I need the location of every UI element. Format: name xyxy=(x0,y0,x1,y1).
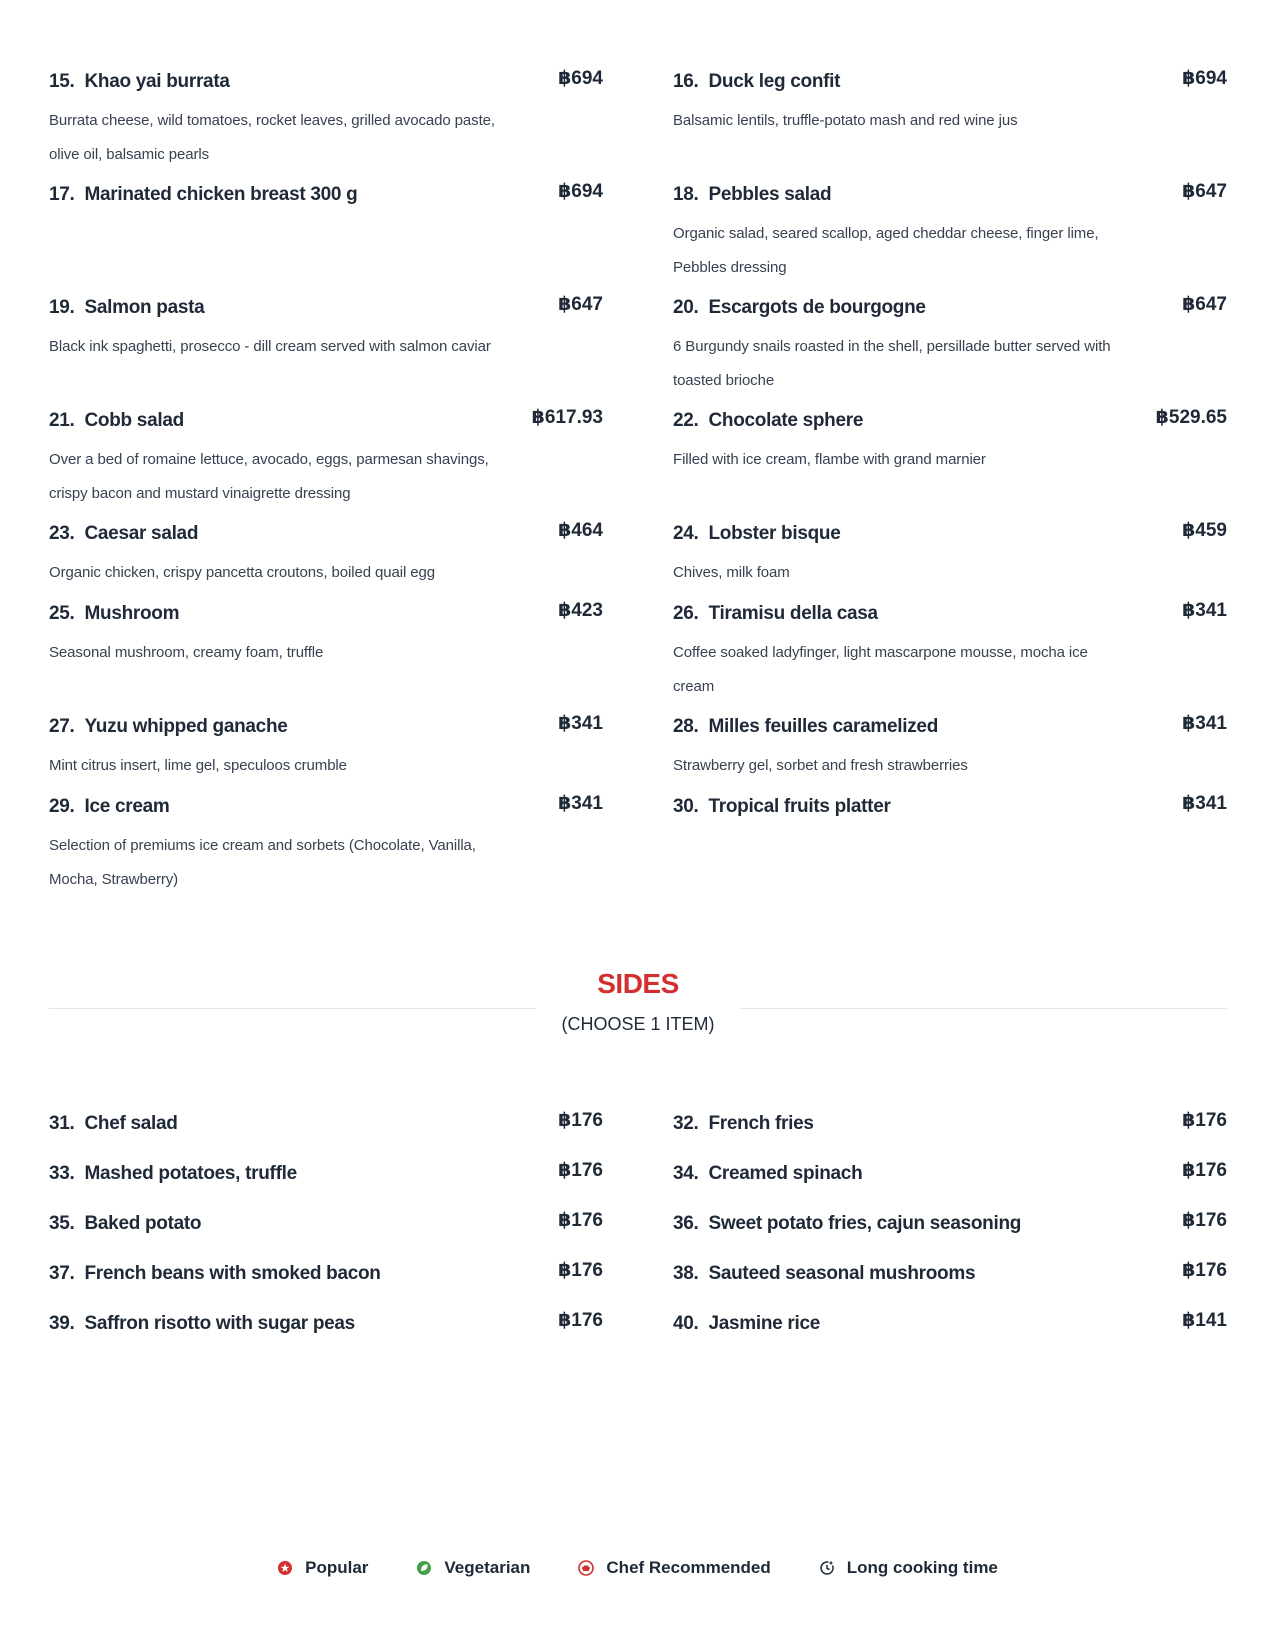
legend-item xyxy=(819,1558,998,1578)
side-item-number: 34. xyxy=(673,1163,699,1184)
side-item-price: ฿176 xyxy=(558,1110,603,1131)
menu-item-header xyxy=(49,288,603,320)
side-item-title: Chef salad xyxy=(84,1113,178,1134)
side-item-title: Saffron risotto with sugar peas xyxy=(84,1313,355,1334)
divider-left xyxy=(49,1008,536,1009)
menu-item-description: Chives, milk foam xyxy=(673,564,790,581)
menu-item-number: 27. xyxy=(49,716,75,737)
menu-item xyxy=(49,594,603,707)
menu-item-header xyxy=(49,62,603,94)
side-item-price: ฿176 xyxy=(1182,1160,1227,1181)
menu-item-name xyxy=(673,183,831,207)
menu-item-header xyxy=(673,514,1227,546)
menu-item-description: Filled with ice cream, flambe with grand marnier xyxy=(673,451,986,468)
menu-item-header xyxy=(49,707,603,739)
side-item-number: 33. xyxy=(49,1163,75,1184)
sides-title: SIDES xyxy=(597,968,679,999)
menu-item-name xyxy=(49,522,198,546)
side-item xyxy=(49,1262,603,1294)
menu-item xyxy=(673,514,1227,594)
menu-item-number: 25. xyxy=(49,603,75,624)
side-item-name xyxy=(673,1112,814,1136)
menu-item-name xyxy=(49,70,230,94)
menu-item-title: Tiramisu della casa xyxy=(708,603,878,624)
legend-item xyxy=(416,1558,530,1578)
menu-item-number: 30. xyxy=(673,796,699,817)
side-item-title: Sauteed seasonal mushrooms xyxy=(708,1263,976,1284)
legend-item xyxy=(277,1558,368,1578)
chef-hat-icon xyxy=(578,1560,594,1576)
side-item xyxy=(673,1112,1227,1144)
menu-item-price: ฿647 xyxy=(1182,294,1227,315)
menu-item-price: ฿647 xyxy=(1182,181,1227,202)
menu-item-name xyxy=(673,602,878,626)
side-item-price: ฿176 xyxy=(558,1260,603,1281)
side-item-price: ฿176 xyxy=(1182,1210,1227,1231)
side-item-name xyxy=(673,1212,1021,1236)
menu-item-title: Chocolate sphere xyxy=(708,410,864,431)
side-item xyxy=(673,1262,1227,1294)
menu-item-name xyxy=(673,715,938,739)
menu-item-number: 15. xyxy=(49,71,75,92)
side-item-number: 39. xyxy=(49,1313,75,1334)
side-item-title: Mashed potatoes, truffle xyxy=(84,1163,297,1184)
menu-item-number: 21. xyxy=(49,410,75,431)
sides-items-grid xyxy=(49,1112,1227,1344)
legend xyxy=(0,1558,1275,1578)
menu-item-price: ฿423 xyxy=(558,600,603,621)
side-item-price: ฿141 xyxy=(1182,1310,1227,1331)
menu-item-number: 17. xyxy=(49,184,75,205)
menu-item xyxy=(49,707,603,787)
menu-item xyxy=(49,62,603,175)
menu-item xyxy=(49,288,603,401)
menu-item-description: Organic salad, seared scallop, aged cheddar cheese, finger lime, Pebbles dressing xyxy=(673,225,1099,276)
menu-item-description: Black ink spaghetti, prosecco - dill cream served with salmon caviar xyxy=(49,338,491,355)
menu-item xyxy=(673,787,1227,900)
menu-item-description: Mint citrus insert, lime gel, speculoos crumble xyxy=(49,757,347,774)
side-item-name xyxy=(49,1312,355,1336)
menu-item-number: 26. xyxy=(673,603,699,624)
menu-item-price: ฿529.65 xyxy=(1155,407,1227,428)
side-item-number: 37. xyxy=(49,1263,75,1284)
menu-item-title: Pebbles salad xyxy=(708,184,832,205)
menu-item-price: ฿341 xyxy=(1182,600,1227,621)
menu-item-header xyxy=(49,401,603,433)
menu-item-header xyxy=(49,175,603,207)
menu-item xyxy=(673,175,1227,288)
menu-item-title: Yuzu whipped ganache xyxy=(84,716,288,737)
menu-item xyxy=(673,62,1227,175)
menu-item-title: Mushroom xyxy=(84,603,180,624)
menu-item-name xyxy=(49,795,169,819)
menu-item-price: ฿694 xyxy=(1182,68,1227,89)
menu-item-number: 20. xyxy=(673,297,699,318)
side-item-title: Jasmine rice xyxy=(708,1313,821,1334)
menu-item-header xyxy=(673,62,1227,94)
popular-icon xyxy=(277,1560,293,1576)
side-item-price: ฿176 xyxy=(558,1310,603,1331)
menu-item-name xyxy=(673,522,840,546)
side-item xyxy=(49,1162,603,1194)
menu-item xyxy=(673,594,1227,707)
menu-item-name xyxy=(49,715,288,739)
divider-right xyxy=(740,1008,1227,1009)
menu-item-description: Burrata cheese, wild tomatoes, rocket leaves, grilled avocado paste, olive oil, balsamic pearls xyxy=(49,112,495,163)
menu-item-header xyxy=(49,594,603,626)
menu-item-name xyxy=(49,409,184,433)
menu-item xyxy=(673,288,1227,401)
menu-item-price: ฿647 xyxy=(558,294,603,315)
menu-item-title: Ice cream xyxy=(84,796,170,817)
side-item-price: ฿176 xyxy=(1182,1110,1227,1131)
side-item-title: Sweet potato fries, cajun seasoning xyxy=(708,1213,1022,1234)
menu-item-description: Coffee soaked ladyfinger, light mascarpone mousse, mocha ice cream xyxy=(673,644,1088,695)
side-item-price: ฿176 xyxy=(1182,1260,1227,1281)
menu-item-description: Selection of premiums ice cream and sorbets (Chocolate, Vanilla, Mocha, Strawberry) xyxy=(49,837,476,888)
menu-item-description: Seasonal mushroom, creamy foam, truffle xyxy=(49,644,324,661)
menu-item-price: ฿694 xyxy=(558,68,603,89)
menu-item-title: Salmon pasta xyxy=(84,297,205,318)
menu-item-title: Duck leg confit xyxy=(708,71,841,92)
menu-item-description: Organic chicken, crispy pancetta croutons, boiled quail egg xyxy=(49,564,435,581)
menu-item-number: 22. xyxy=(673,410,699,431)
menu-item-price: ฿459 xyxy=(1182,520,1227,541)
menu-item-header xyxy=(673,787,1227,819)
menu-item-name xyxy=(673,795,891,819)
legend-item xyxy=(578,1558,770,1578)
side-item-name xyxy=(673,1262,975,1286)
side-item-number: 35. xyxy=(49,1213,75,1234)
menu-item-title: Cobb salad xyxy=(84,410,184,431)
side-item-name xyxy=(49,1212,201,1236)
side-item xyxy=(673,1312,1227,1344)
side-item xyxy=(49,1212,603,1244)
menu-item xyxy=(49,401,603,514)
side-item-number: 38. xyxy=(673,1263,699,1284)
side-item-number: 32. xyxy=(673,1113,699,1134)
menu-item-header xyxy=(673,707,1227,739)
sides-subtitle: (CHOOSE 1 ITEM) xyxy=(561,1014,715,1034)
menu-item-number: 19. xyxy=(49,297,75,318)
side-item-title: French beans with smoked bacon xyxy=(84,1263,381,1284)
menu-item-description: 6 Burgundy snails roasted in the shell, persillade butter served with toasted brioche xyxy=(673,338,1111,389)
menu-item-name xyxy=(49,183,357,207)
vegetarian-icon xyxy=(416,1560,432,1576)
menu-item-header xyxy=(673,594,1227,626)
menu-item-price: ฿341 xyxy=(558,793,603,814)
side-item-title: Creamed spinach xyxy=(708,1163,863,1184)
legend-label: Popular xyxy=(305,1558,369,1577)
side-item-price: ฿176 xyxy=(558,1160,603,1181)
menu-item-name xyxy=(673,70,840,94)
menu-item-title: Milles feuilles caramelized xyxy=(708,716,938,737)
menu-item-price: ฿694 xyxy=(558,181,603,202)
sides-section-header xyxy=(49,968,1227,1038)
side-item-number: 31. xyxy=(49,1113,75,1134)
side-item-price: ฿176 xyxy=(558,1210,603,1231)
side-item-name xyxy=(673,1162,862,1186)
menu-item-header xyxy=(49,514,603,546)
side-item-number: 36. xyxy=(673,1213,699,1234)
side-item-name xyxy=(673,1312,820,1336)
menu-item-header xyxy=(673,175,1227,207)
menu-items-grid xyxy=(49,62,1227,900)
menu-item-name xyxy=(673,296,926,320)
menu-item-number: 24. xyxy=(673,523,699,544)
side-item-name xyxy=(49,1262,381,1286)
menu-item-description: Balsamic lentils, truffle-potato mash and red wine jus xyxy=(673,112,1018,129)
side-item xyxy=(49,1112,603,1144)
menu-item xyxy=(49,175,603,288)
menu-item xyxy=(673,401,1227,514)
side-item-name xyxy=(49,1112,178,1136)
side-item-title: Baked potato xyxy=(84,1213,202,1234)
side-item-name xyxy=(49,1162,297,1186)
menu-item-description: Over a bed of romaine lettuce, avocado, eggs, parmesan shavings, crispy bacon and mustard vinaigrette dressing xyxy=(49,451,489,502)
menu-item-number: 28. xyxy=(673,716,699,737)
menu-item-title: Caesar salad xyxy=(84,523,199,544)
menu-item xyxy=(49,514,603,594)
legend-label: Long cooking time xyxy=(846,1558,998,1577)
menu-item-header xyxy=(673,288,1227,320)
menu-item-name xyxy=(49,602,179,626)
menu-item-number: 23. xyxy=(49,523,75,544)
menu-item xyxy=(673,707,1227,787)
menu-item-title: Marinated chicken breast 300 g xyxy=(84,184,358,205)
menu-item-price: ฿341 xyxy=(1182,713,1227,734)
side-item-title: French fries xyxy=(708,1113,814,1134)
menu-item-header xyxy=(49,787,603,819)
menu-item-name xyxy=(49,296,204,320)
side-item xyxy=(49,1312,603,1344)
menu-item-price: ฿464 xyxy=(558,520,603,541)
menu-item-title: Lobster bisque xyxy=(708,523,841,544)
menu-item-header xyxy=(673,401,1227,433)
menu-item-name xyxy=(673,409,863,433)
menu-item xyxy=(49,787,603,900)
side-item xyxy=(673,1162,1227,1194)
menu-item-number: 29. xyxy=(49,796,75,817)
legend-label: Vegetarian xyxy=(444,1558,531,1577)
menu-item-price: ฿341 xyxy=(558,713,603,734)
clock-icon xyxy=(819,1560,835,1576)
menu-item-title: Escargots de bourgogne xyxy=(708,297,926,318)
menu-item-title: Khao yai burrata xyxy=(84,71,230,92)
menu-item-title: Tropical fruits platter xyxy=(708,796,891,817)
menu-item-description: Strawberry gel, sorbet and fresh strawberries xyxy=(673,757,968,774)
side-item-number: 40. xyxy=(673,1313,699,1334)
menu-item-price: ฿341 xyxy=(1182,793,1227,814)
menu-item-number: 18. xyxy=(673,184,699,205)
menu-item-number: 16. xyxy=(673,71,699,92)
legend-label: Chef Recommended xyxy=(606,1558,771,1577)
side-item xyxy=(673,1212,1227,1244)
menu-item-price: ฿617.93 xyxy=(531,407,603,428)
